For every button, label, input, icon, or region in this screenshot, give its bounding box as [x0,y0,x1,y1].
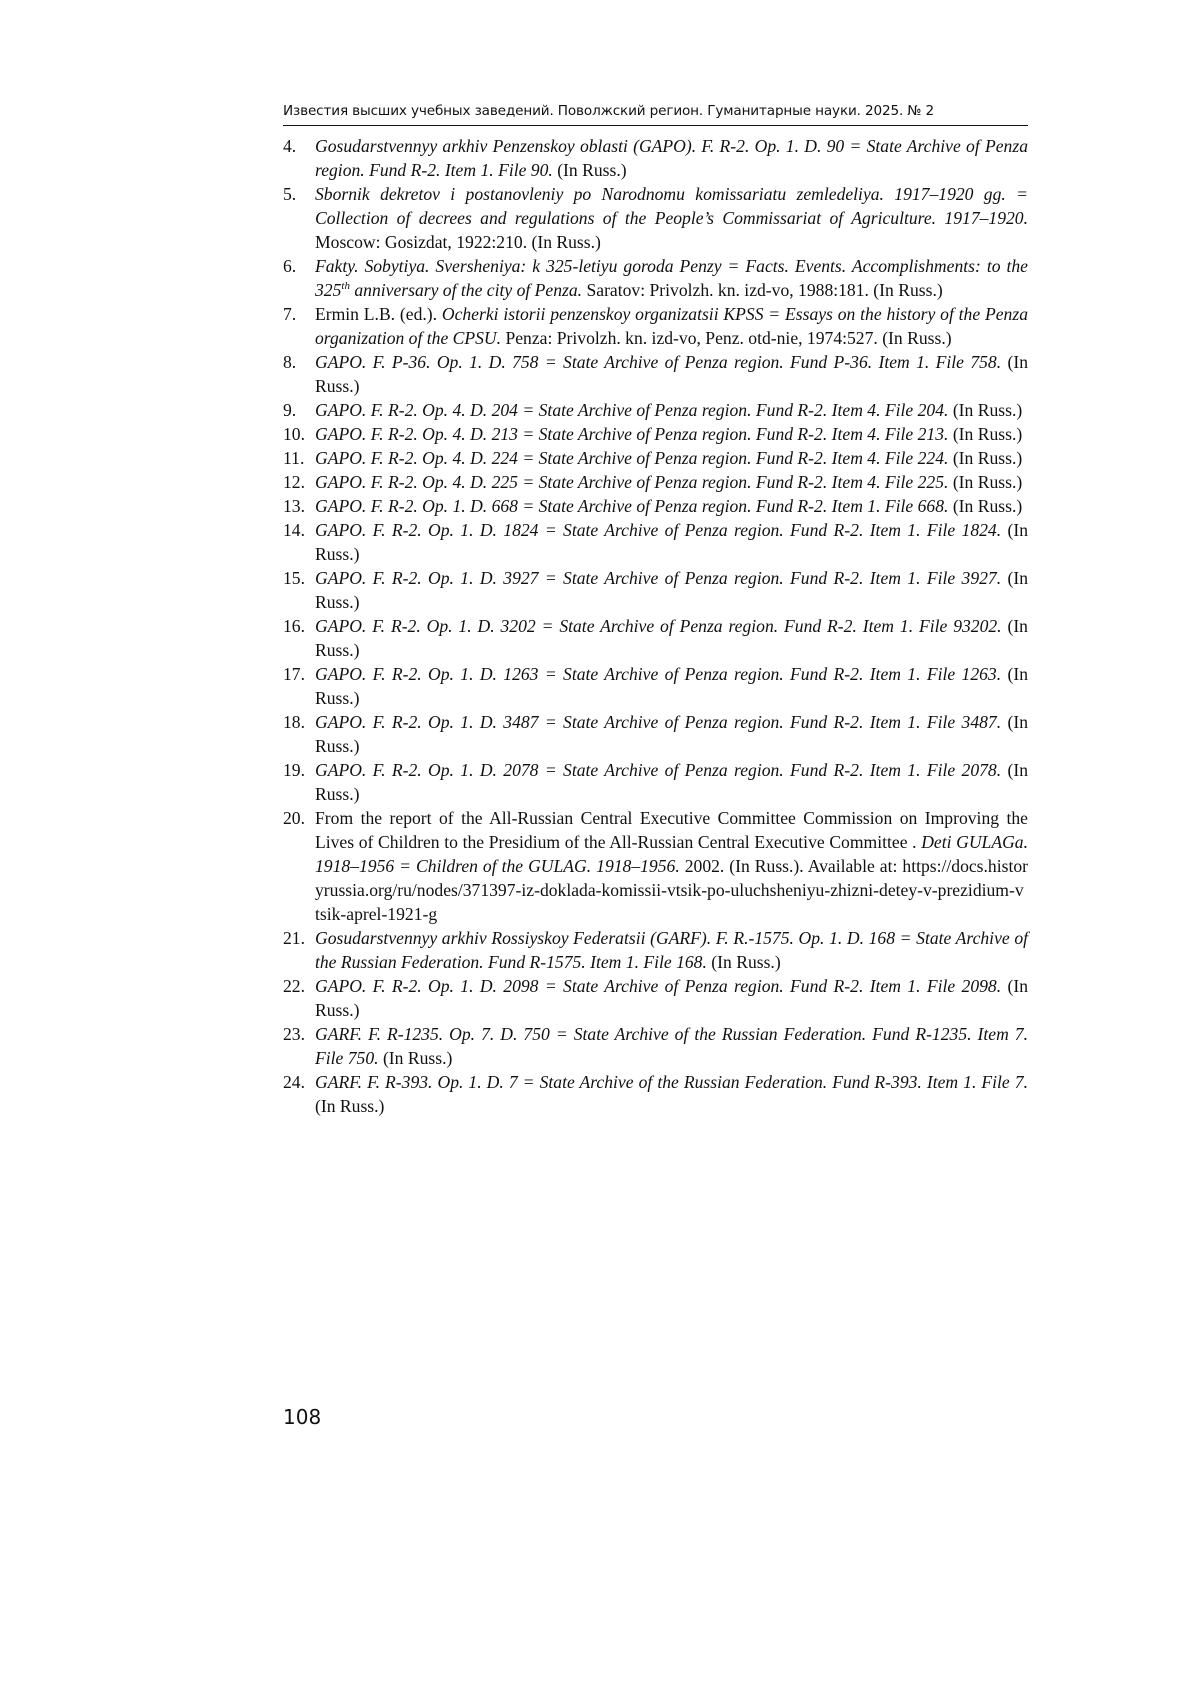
reference-title: Gosudarstvennyy arkhiv Penzenskoy oblasti (GAPO). F. R-2. Op. 1. D. 90 = State Archive of Penza region. Fund R-2. Item 1. File 90. [315,136,1028,180]
reference-text [315,254,1028,302]
reference-title: GAPO. F. R-2. Op. 1. D. 3927 = State Archive of Penza region. Fund R-2. Item 1. File 3927. [315,568,1002,588]
reference-text [315,614,1028,662]
reference-title: GARF. F. R-393. Op. 1. D. 7 = State Archive of the Russian Federation. Fund R-393. Item 1. File 7. [315,1072,1028,1092]
reference-title: GAPO. F. R-2. Op. 1. D. 1824 = State Archive of Penza region. Fund R-2. Item 1. File 1824. [315,520,1002,540]
reference-item-15 [283,566,1028,614]
reference-item-22 [283,974,1028,1022]
reference-number: 16. [283,616,305,636]
reference-details: (In Russ.) [315,568,1028,612]
header-rule [283,125,1028,126]
running-header: Известия высших учебных заведений. Поволжский регион. Гуманитарные науки. 2025. № 2 [283,103,935,119]
reference-item-5 [283,182,1028,254]
reference-number: 5. [283,184,297,204]
reference-list [283,134,1028,1118]
reference-number: 24. [283,1072,305,1092]
reference-title: Gosudarstvennyy arkhiv Rossiyskoy Federatsii (GARF). F. R.-1575. Op. 1. D. 168 = State Archive of the Russian Federation. Fund R-1575. Item 1. File 168. [315,928,1028,972]
reference-details: (In Russ.) [315,976,1028,1020]
reference-title: GAPO. F. R-2. Op. 4. D. 213 = State Archive of Penza region. Fund R-2. Item 4. File 213. [315,424,949,444]
reference-text [315,398,1028,422]
reference-text [315,422,1028,446]
reference-details: (In Russ.) [315,664,1028,708]
reference-title: GAPO. F. R-2. Op. 1. D. 3202 = State Archive of Penza region. Fund R-2. Item 1. File 93202. [315,616,1002,636]
reference-number: 18. [283,712,305,732]
reference-details: (In Russ.) [952,472,1023,492]
reference-title: GAPO. F. P-36. Op. 1. D. 758 = State Archive of Penza region. Fund P-36. Item 1. File 758. [315,352,1002,372]
reference-item-8 [283,350,1028,398]
reference-number: 17. [283,664,305,684]
reference-text [315,1070,1028,1118]
reference-details: (In Russ.) [952,424,1023,444]
reference-text [315,566,1028,614]
reference-item-4 [283,134,1028,182]
reference-details: (In Russ.) [952,496,1023,516]
reference-details: (In Russ.) [315,1096,385,1116]
reference-title: GARF. F. R-1235. Op. 7. D. 750 = State Archive of the Russian Federation. Fund R-1235. Item 7. File 750. [315,1024,1028,1068]
reference-item-24 [283,1070,1028,1118]
reference-details: (In Russ.) [315,520,1028,564]
reference-number: 4. [283,136,297,156]
ordinal-superscript: th [341,280,350,293]
reference-details: (In Russ.) [315,712,1028,756]
reference-title: GAPO. F. R-2. Op. 4. D. 225 = State Archive of Penza region. Fund R-2. Item 4. File 225. [315,472,949,492]
reference-details: 2002. (In Russ.). Available at: [684,856,898,876]
reference-text [315,470,1028,494]
reference-item-12 [283,470,1028,494]
reference-text [315,926,1028,974]
reference-number: 11. [283,448,305,468]
reference-text [315,134,1028,182]
reference-number: 19. [283,760,305,780]
reference-title: GAPO. F. R-2. Op. 1. D. 2078 = State Archive of Penza region. Fund R-2. Item 1. File 2078. [315,760,1002,780]
reference-number: 15. [283,568,305,588]
reference-details: (In Russ.) [315,760,1028,804]
reference-text [315,446,1028,470]
reference-details: Saratov: Privolzh. kn. izd-vo, 1988:181. (In Russ.) [586,280,943,300]
reference-number: 8. [283,352,297,372]
reference-number: 14. [283,520,305,540]
reference-number: 13. [283,496,305,516]
reference-details: (In Russ.) [557,160,627,180]
reference-item-11 [283,446,1028,470]
reference-text [315,662,1028,710]
reference-details: (In Russ.) [952,400,1023,420]
reference-title: GAPO. F. R-2. Op. 1. D. 2098 = State Archive of Penza region. Fund R-2. Item 1. File 2098. [315,976,1002,996]
reference-number: 23. [283,1024,305,1044]
reference-number: 20. [283,808,305,828]
reference-text [315,1022,1028,1070]
reference-title: GAPO. F. R-2. Op. 1. D. 668 = State Archive of Penza region. Fund R-2. Item 1. File 668. [315,496,949,516]
reference-item-23 [283,1022,1028,1070]
reference-item-7 [283,302,1028,350]
reference-details: (In Russ.) [382,1048,453,1068]
reference-item-18 [283,710,1028,758]
reference-text [315,710,1028,758]
reference-title: GAPO. F. R-2. Op. 1. D. 1263 = State Archive of Penza region. Fund R-2. Item 1. File 1263. [315,664,1002,684]
reference-item-16 [283,614,1028,662]
reference-number: 22. [283,976,305,996]
reference-number: 9. [283,400,297,420]
reference-number: 6. [283,256,297,276]
reference-title: GAPO. F. R-2. Op. 4. D. 224 = State Archive of Penza region. Fund R-2. Item 4. File 224. [315,448,949,468]
reference-text [315,494,1028,518]
reference-item-14 [283,518,1028,566]
reference-item-20 [283,806,1028,926]
reference-title: GAPO. F. R-2. Op. 1. D. 3487 = State Archive of Penza region. Fund R-2. Item 1. File 3487. [315,712,1002,732]
reference-text [315,758,1028,806]
reference-title: Ocherki istorii penzenskoy organizatsii KPSS = Essays on the history of the Penza organization of the CPSU. [315,304,1028,348]
reference-text [315,974,1028,1022]
reference-text [315,350,1028,398]
reference-title-continued: anniversary of the city of Penza. [354,280,583,300]
reference-details: (In Russ.) [711,952,781,972]
reference-details: (In Russ.) [315,616,1028,660]
reference-item-21 [283,926,1028,974]
reference-text [315,518,1028,566]
reference-item-9 [283,398,1028,422]
reference-number: 10. [283,424,305,444]
reference-details: Moscow: Gosizdat, 1922:210. (In Russ.) [315,232,601,252]
reference-number: 7. [283,304,297,324]
reference-item-19 [283,758,1028,806]
reference-text [315,806,1028,926]
page-number: 108 [283,1405,322,1429]
reference-details: (In Russ.) [952,448,1023,468]
reference-url-link[interactable]: https://docs.historyrussia.org/ru/nodes/371397-iz-doklada-komissii-vtsik-po-uluchsheniyu-zhizni-detey-v-prezidium-vtsik-aprel-1921-g [315,856,1028,924]
reference-details: (In Russ.) [315,352,1028,396]
reference-title: GAPO. F. R-2. Op. 4. D. 204 = State Archive of Penza region. Fund R-2. Item 4. File 204. [315,400,949,420]
reference-item-13 [283,494,1028,518]
reference-title: Fakty. Sobytiya. Sversheniya: k 325-letiyu goroda Penzy = Facts. Events. Accomplishments: to the 325 [315,256,1028,300]
reference-item-6 [283,254,1028,302]
reference-title: Deti GULAGa. 1918–1956 = Children of the GULAG. 1918–1956. [315,832,1028,876]
reference-text [315,182,1028,254]
reference-source: From the report of the All-Russian Central Executive Committee Commission on Improving the Lives of Children to the Presidium of the All-Russian Central Executive Committee . [315,808,1028,852]
reference-item-10 [283,422,1028,446]
reference-details: Penza: Privolzh. kn. izd-vo, Penz. otd-nie, 1974:527. (In Russ.) [505,328,952,348]
reference-number: 12. [283,472,305,492]
reference-title: Sbornik dekretov i postanovleniy po Narodnomu komissariatu zemledeliya. 1917–1920 gg. = Collection of decrees and regulations of the People’s Commissariat of Agriculture. 1917–1920. [315,184,1028,228]
reference-author: Ermin L.B. (ed.). [315,304,438,324]
reference-number: 21. [283,928,305,948]
reference-item-17 [283,662,1028,710]
reference-text [315,302,1028,350]
